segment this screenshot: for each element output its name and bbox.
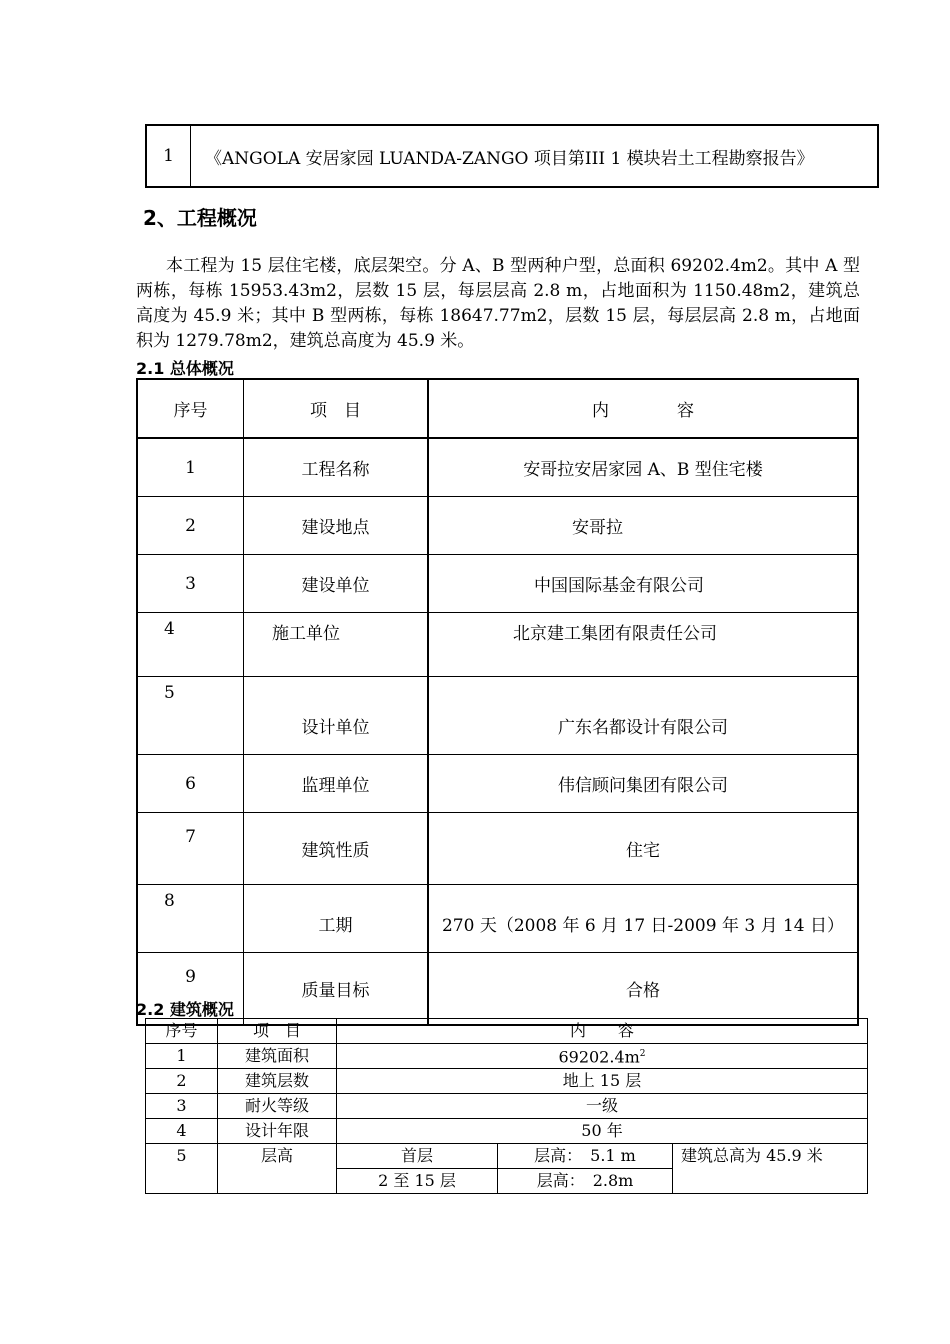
header-content: 内 容 — [337, 1019, 868, 1044]
other-floors-height: 层高： 2.8m — [498, 1169, 673, 1194]
first-floor-height: 层高： 5.1 m — [498, 1144, 673, 1169]
row-no: 5 — [137, 677, 244, 755]
table-row — [137, 438, 858, 497]
table-row — [137, 555, 858, 613]
row-item: 工程名称 — [244, 438, 429, 497]
row-content: 270 天（2008 年 6 月 17 日-2009 年 3 月 14 日） — [428, 885, 858, 953]
row-item: 监理单位 — [244, 755, 429, 813]
table-row — [137, 813, 858, 885]
general-table — [136, 378, 859, 1026]
row-content: 一级 — [337, 1094, 868, 1119]
area-value: 69202.4m — [558, 1047, 640, 1067]
overview-paragraph — [136, 254, 860, 354]
row-no: 5 — [146, 1144, 218, 1194]
row-item: 设计单位 — [244, 677, 429, 755]
row-no: 1 — [137, 438, 244, 497]
section-heading: 2、工程概况 — [143, 206, 257, 230]
header-no: 序号 — [146, 1019, 218, 1044]
table-header-row — [137, 379, 858, 438]
row-item: 耐火等级 — [218, 1094, 337, 1119]
area-unit-superscript: 2 — [639, 1049, 646, 1060]
table-row — [146, 1144, 868, 1169]
row-item: 建筑层数 — [218, 1069, 337, 1094]
reference-title: 《ANGOLA 安居家园 LUANDA-ZANGO 项目第III 1 模块岩土工程勘察报告》 — [191, 125, 879, 187]
row-no: 2 — [146, 1069, 218, 1094]
row-item: 设计年限 — [218, 1119, 337, 1144]
table-row — [137, 677, 858, 755]
row-no: 8 — [137, 885, 244, 953]
header-item: 项 目 — [244, 379, 429, 438]
row-item: 建筑性质 — [244, 813, 429, 885]
row-item: 建设单位 — [244, 555, 429, 613]
row-item: 工期 — [244, 885, 429, 953]
row-content — [337, 1044, 868, 1069]
row-content: 中国国际基金有限公司 — [428, 555, 858, 613]
header-no: 序号 — [137, 379, 244, 438]
table-row — [146, 1094, 868, 1119]
header-content: 内 容 — [428, 379, 858, 438]
row-item: 层高 — [218, 1144, 337, 1194]
table-row — [137, 497, 858, 555]
reference-table — [145, 124, 879, 188]
row-content: 北京建工集团有限责任公司 — [428, 613, 858, 677]
table-row — [137, 755, 858, 813]
row-item: 建设地点 — [244, 497, 429, 555]
total-height: 建筑总高为 45.9 米 — [673, 1144, 868, 1194]
table-row — [137, 885, 858, 953]
row-content: 伟信顾问集团有限公司 — [428, 755, 858, 813]
row-content: 住宅 — [428, 813, 858, 885]
table-row — [146, 125, 878, 187]
table-row — [137, 613, 858, 677]
table-row — [146, 1119, 868, 1144]
row-item: 建筑面积 — [218, 1044, 337, 1069]
row-item: 质量目标 — [244, 953, 429, 1026]
table-row — [146, 1044, 868, 1069]
general-heading: 2.1 总体概况 — [136, 359, 234, 378]
row-no: 4 — [146, 1119, 218, 1144]
table-header-row — [146, 1019, 868, 1044]
row-content: 安哥拉 — [428, 497, 858, 555]
architecture-table — [145, 1018, 868, 1194]
row-content: 安哥拉安居家园 A、B 型住宅楼 — [428, 438, 858, 497]
reference-number: 1 — [163, 146, 174, 166]
architecture-heading: 2.2 建筑概况 — [136, 1000, 234, 1019]
row-content: 合格 — [428, 953, 858, 1026]
row-content: 广东名都设计有限公司 — [428, 677, 858, 755]
header-item: 项 目 — [218, 1019, 337, 1044]
first-floor-label: 首层 — [337, 1144, 498, 1169]
other-floors-label: 2 至 15 层 — [337, 1169, 498, 1194]
row-no: 4 — [137, 613, 244, 677]
row-item: 施工单位 — [244, 613, 429, 677]
row-no: 6 — [137, 755, 244, 813]
row-no: 2 — [137, 497, 244, 555]
table-row — [137, 953, 858, 1026]
row-content: 50 年 — [337, 1119, 868, 1144]
row-no: 7 — [137, 813, 244, 885]
row-no: 3 — [137, 555, 244, 613]
row-no: 9 — [137, 953, 244, 1026]
row-no: 3 — [146, 1094, 218, 1119]
table-row — [146, 1069, 868, 1094]
row-no: 1 — [146, 1044, 218, 1069]
row-content: 地上 15 层 — [337, 1069, 868, 1094]
paragraph-text: 本工程为 15 层住宅楼，底层架空。分 A、B 型两种户型，总面积 69202.4m2。其中 A 型两栋，每栋 15953.43m2，层数 15 层，每层层高 2.8 m，占地面积为 1150.48m2，建筑总高度为 45.9 米；其中 B 型两栋，每栋 18647.77m2，层数 15 层，每层层高 2.8 m，占地面积为 1279.78m2，建筑总高度为 45.9 米。 — [136, 256, 860, 351]
